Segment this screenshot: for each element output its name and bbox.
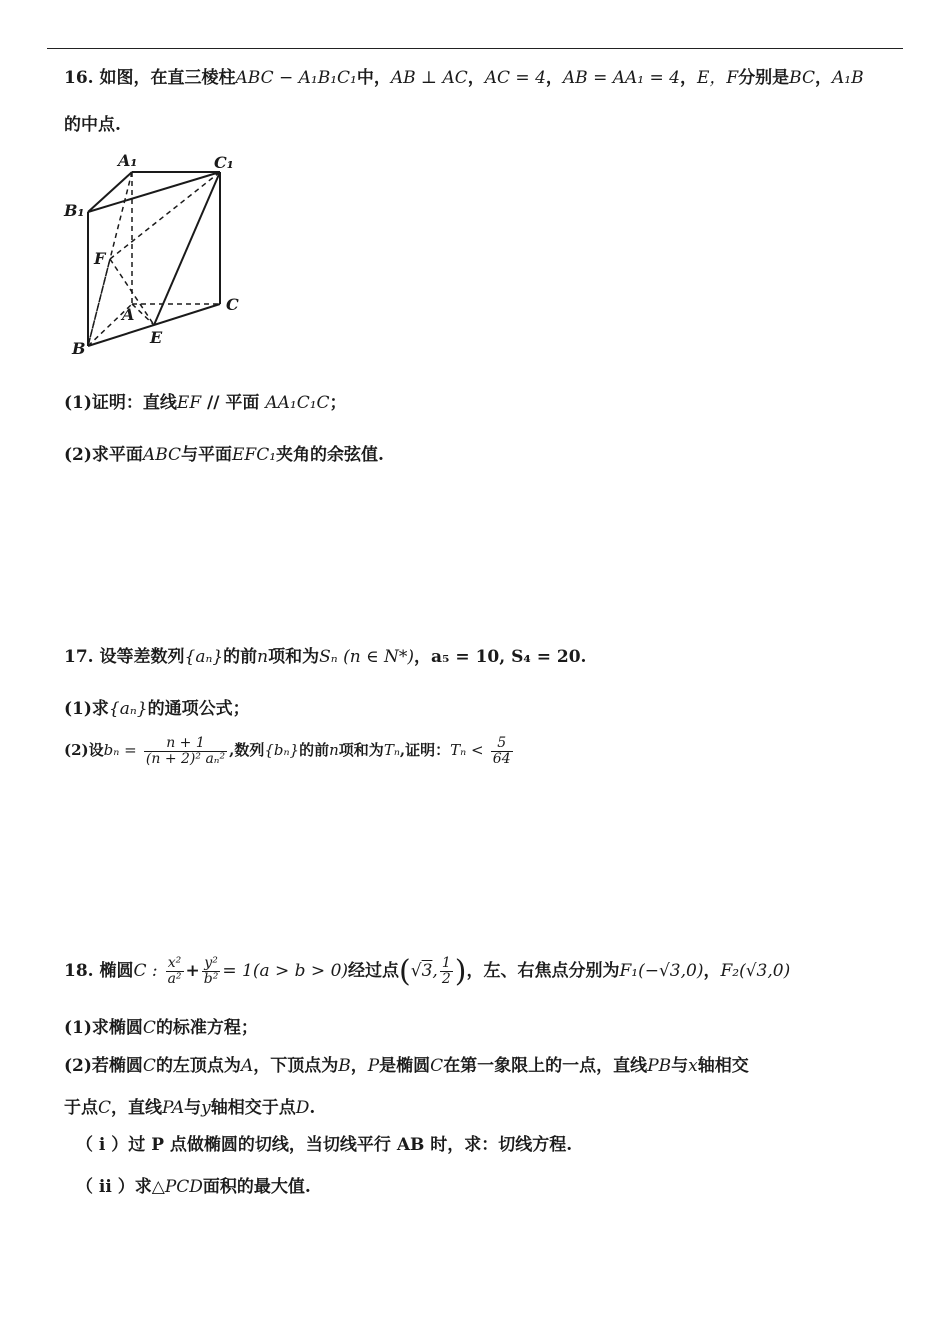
q16-stem-line1: 16. 如图，在直三棱柱ABC − A₁B₁C₁中，AB ⊥ AC，AC = 4，AB = AA₁ = 4，E，F分别是BC，A₁B: [64, 68, 864, 88]
top-rule: [47, 48, 903, 49]
label-B: B: [72, 339, 86, 358]
q18-number: 18.: [64, 961, 94, 981]
q17-stem: 17. 设等差数列{aₙ}的前n项和为Sₙ (n ∈ N*)，a₅ = 10, S₄ = 20.: [64, 647, 587, 667]
q16-part2: (2)求平面ABC与平面EFC₁夹角的余弦值.: [64, 445, 384, 465]
label-A1: A₁: [118, 151, 138, 170]
q18-part1: (1)求椭圆C的标准方程；: [64, 1018, 258, 1038]
q17-number: 17.: [64, 647, 94, 667]
prism-figure: [60, 150, 260, 360]
q16-stem-line2: 的中点.: [64, 115, 121, 135]
label-E: E: [150, 328, 163, 347]
q18-stem: 18. 椭圆C : $\frac{\text{x²}}{\text{a²}}$ + $\frac{\text{y²}}{\text{b²}}$ = 1(a > b > 0)经过点(√3, $\frac{1}{2}$ )，左、右焦点分别为F₁(−√3,0)，F₂(√3,0): [64, 954, 791, 989]
q16-part1: (1)证明：直线EF // 平面 AA₁C₁C；: [64, 393, 347, 413]
q17-part1: (1)求{aₙ}的通项公式；: [64, 699, 250, 719]
q17-rhs-fraction: $\frac{5}{64}$: [492, 735, 511, 767]
label-A: A: [122, 305, 135, 324]
label-F: F: [94, 249, 106, 268]
q18-sub-i: （ i ）过 P 点做椭圆的切线，当切线平行 AB 时，求：切线方程.: [76, 1135, 573, 1155]
label-C1: C₁: [214, 153, 234, 172]
q18-sub-ii: （ ii ）求△PCD面积的最大值.: [76, 1177, 311, 1197]
q17-part2: (2)设bₙ = $\frac{n + 1}{\text{(n + 2)² aₙ²}}$ ,数列{bₙ}的前n项和为Tₙ,证明：Tₙ < $\frac{5}{64}$: [64, 735, 511, 767]
label-B1: B₁: [64, 201, 85, 220]
q16-number: 16.: [64, 68, 94, 88]
q18-part2-line1: (2)若椭圆C的左顶点为A，下顶点为B，P是椭圆C在第一象限上的一点，直线PB与x轴相交: [64, 1056, 749, 1076]
label-C: C: [226, 295, 239, 314]
q17-bn-fraction: $\frac{n + 1}{\text{(n + 2)² aₙ²}}$: [145, 735, 226, 767]
q18-part2-line2: 于点C，直线PA与y轴相交于点D.: [64, 1098, 316, 1118]
